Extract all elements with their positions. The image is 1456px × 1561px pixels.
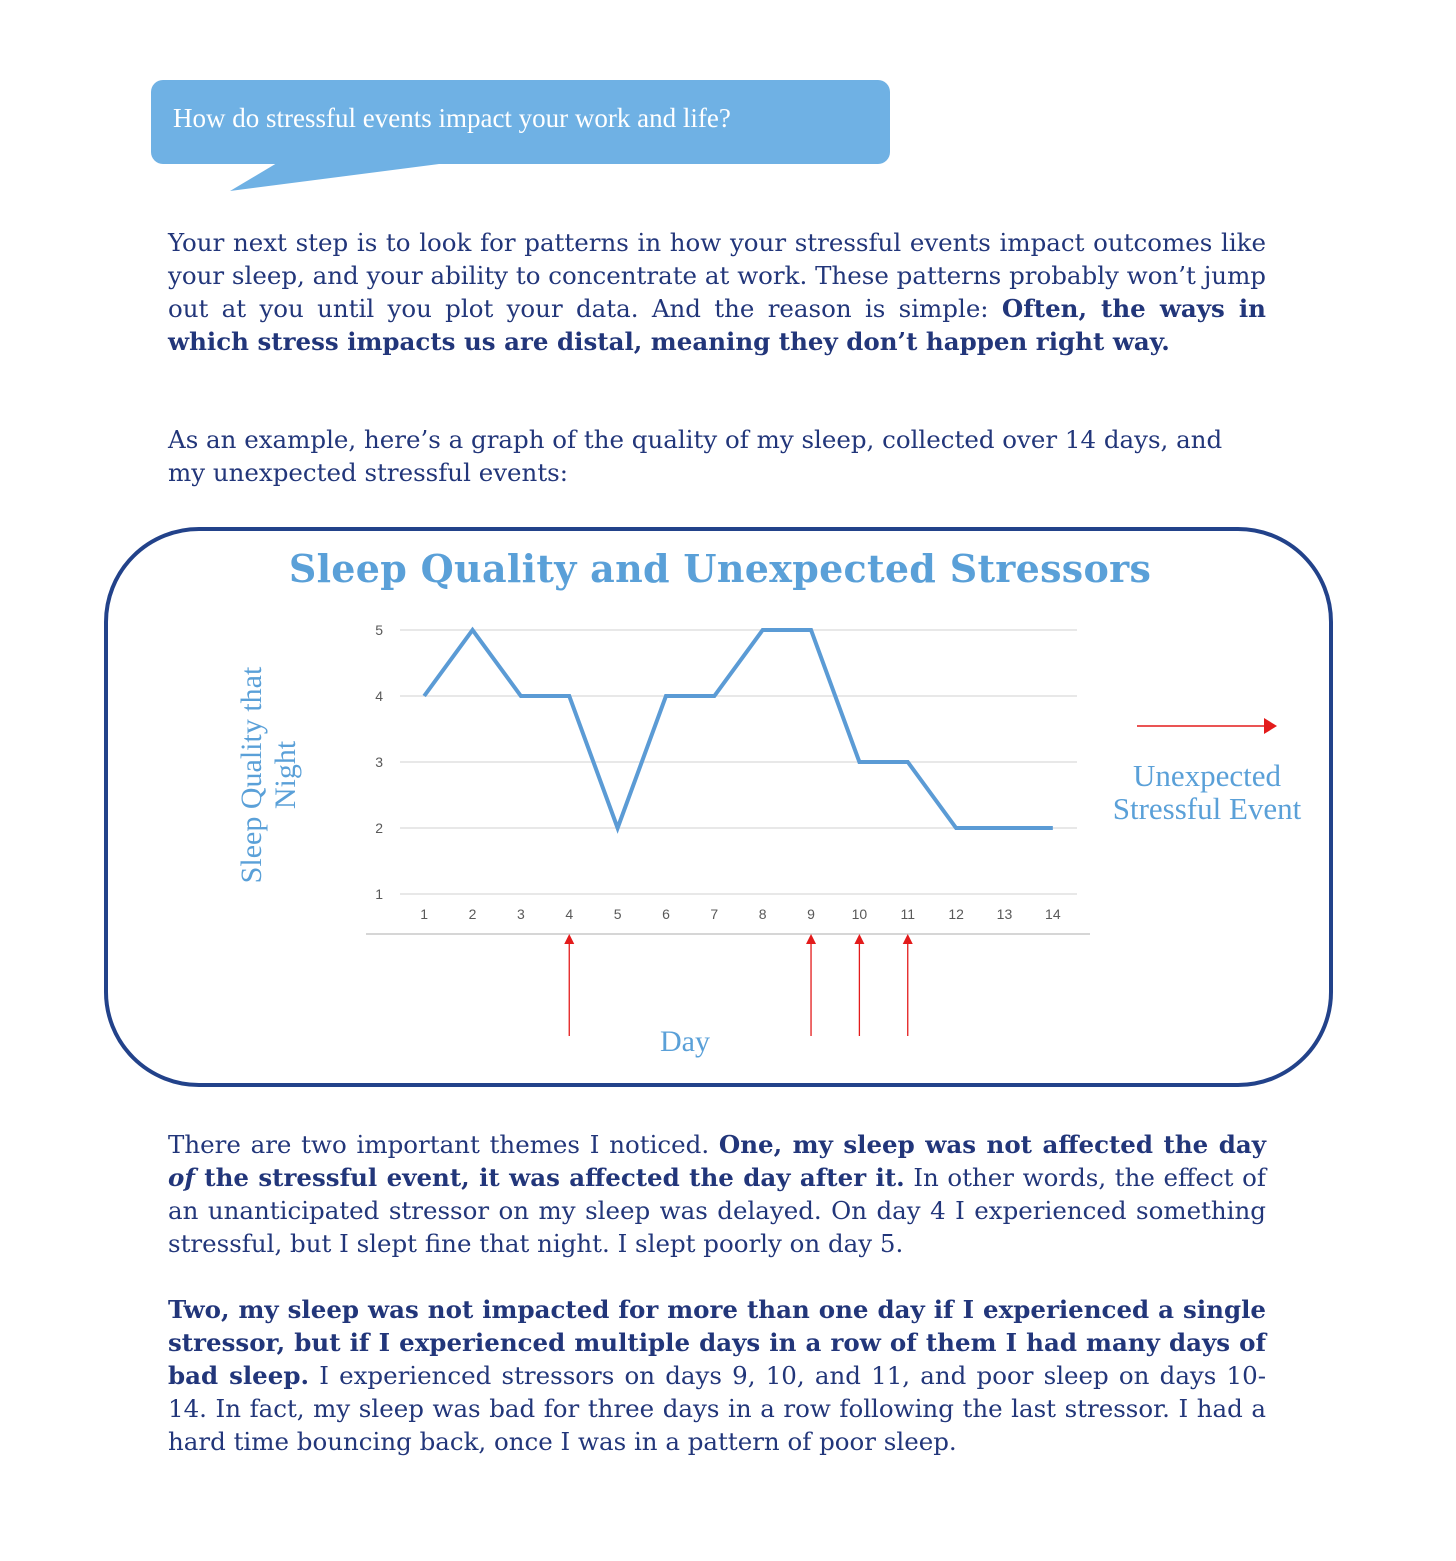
theme-two-bold: Two, my sleep was not impacted for more than one day if I experienced a single stressor, but if I experienced multiple days in a row of them I had many days of bad sleep. xyxy=(168,1295,1266,1390)
question-bubble xyxy=(151,80,890,164)
x-tick-label: 13 xyxy=(996,906,1013,922)
x-tick-label: 6 xyxy=(662,906,670,922)
x-tick-label: 2 xyxy=(468,906,477,922)
intro-text: Your next step is to look for patterns in how your stressful events impact outcomes like your sleep, and your ability to concentrate at work. These patterns probably won’t jump out at you until you plot your data. And the reason is simple: xyxy=(168,228,1266,323)
intro-bold-text: Often, the ways in which stress impacts us are distal, meaning they don’t happen right way. xyxy=(168,294,1266,356)
x-tick-label: 9 xyxy=(807,906,815,922)
y-tick-label: 1 xyxy=(375,886,383,902)
theme-one-bold-1: One, my sleep was not affected the day xyxy=(718,1130,1266,1159)
theme-two-rest: I experienced stressors on days 9, 10, and 11, and poor sleep on days 10-14. In fact, my sleep was bad for three days in a row following the last stressor. I had a hard time bouncing back, once I was in a pattern of poor sleep. xyxy=(168,1361,1266,1456)
y-tick-label: 2 xyxy=(375,820,383,836)
theme-one-bold-2: the stressful event, it was affected the day after it. xyxy=(194,1163,905,1192)
theme-one-intro: There are two important themes I noticed. xyxy=(168,1130,719,1159)
theme-one-rest: In other words, the effect of an unanticipated stressor on my sleep was delayed. On day 4 I experienced something stressful, but I slept fine that night. I slept poorly on day 5. xyxy=(168,1163,1266,1258)
x-tick-label: 3 xyxy=(516,906,525,922)
x-tick-label: 1 xyxy=(420,906,429,922)
x-tick-label: 11 xyxy=(900,906,916,922)
stressful-event-legend-label: Unexpected Stressful Event xyxy=(1112,758,1302,826)
x-tick-label: 8 xyxy=(758,906,767,922)
x-tick-label: 5 xyxy=(613,906,622,922)
y-tick-label: 4 xyxy=(375,688,383,704)
example-paragraph xyxy=(168,423,1263,489)
intro-paragraph xyxy=(168,226,1266,358)
chart-title: Sleep Quality and Unexpected Stressors xyxy=(288,546,1152,591)
x-tick-label: 14 xyxy=(1045,906,1061,922)
question-text: How do stressful events impact your work and life? xyxy=(173,103,731,133)
y-tick-label: 3 xyxy=(375,754,383,770)
y-tick-label: 5 xyxy=(375,622,383,638)
x-axis-label: Day xyxy=(660,1025,710,1058)
theme-one-paragraph xyxy=(168,1128,1266,1260)
speech-bubble-tail xyxy=(230,160,470,194)
x-tick-label: 10 xyxy=(851,906,868,922)
example-text: As an example, here’s a graph of the quality of my sleep, collected over 14 days, and my unexpected stressful events: xyxy=(168,425,1223,487)
x-tick-label: 12 xyxy=(948,906,964,922)
theme-two-paragraph xyxy=(168,1293,1266,1458)
y-axis-label: Sleep Quality that Night xyxy=(235,666,302,884)
theme-one-bold-italic: of xyxy=(168,1163,195,1192)
x-tick-label: 4 xyxy=(565,906,574,922)
x-tick-label: 7 xyxy=(710,906,719,922)
